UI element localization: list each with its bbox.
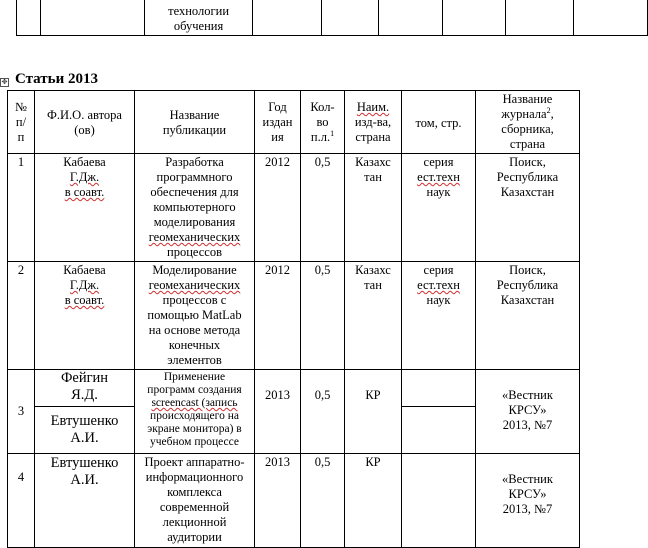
row-year: 2013 [255, 454, 301, 548]
header-num: № п/ п [8, 91, 35, 154]
header-author: Ф.И.О. автора (ов) [35, 91, 135, 154]
row-author: Кабаева Г.Дж. в соавт. [35, 262, 135, 370]
row-volume-pages [402, 370, 476, 454]
row-author: Кабаева Г.Дж. в соавт. [35, 154, 135, 262]
table-row [8, 154, 580, 262]
previous-cell-line: технологии [168, 4, 230, 18]
previous-table-cell [144, 0, 252, 36]
row-year: 2012 [255, 262, 301, 370]
header-volume-pages: том, стр. [402, 91, 476, 154]
row-journal: Поиск, Республика Казахстан [476, 262, 580, 370]
row-volume-pages [402, 454, 476, 548]
row-title: Моделирование геомеханических процессов с помощью MatLab на основе метода конечных элементов [135, 262, 255, 370]
row-title: Разработка программного обеспечения для компьютерного моделирования геомеханических процессов [135, 154, 255, 262]
header-publisher: Наим. изд-ва, страна [345, 91, 402, 154]
previous-table-fragment [16, 0, 648, 36]
previous-cell-line: обучения [173, 19, 224, 33]
table-move-handle-icon[interactable]: ✥ [1, 78, 8, 86]
header-title: Название публикации [135, 91, 255, 154]
row-num: 3 [8, 370, 35, 454]
row-year: 2013 [255, 370, 301, 454]
table-row [8, 454, 580, 548]
row-volume: 0,5 [301, 154, 345, 262]
row-journal: «Вестник КРСУ» 2013, №7 [476, 454, 580, 548]
row-volume-pages: серия ест.техн наук [402, 154, 476, 262]
header-year: Год издан ия [255, 91, 301, 154]
row-volume: 0,5 [301, 262, 345, 370]
header-journal: Название журнала$^2$, сборника, страна [476, 91, 580, 154]
table-row [8, 370, 580, 454]
row-title: Проект аппаратно- информационного комплекса современной лекционной аудитории [135, 454, 255, 548]
row-title: Применение программ создания screencast (запись происходящего на экране монитора) в учебном процессе [135, 370, 255, 454]
row-num: 2 [8, 262, 35, 370]
section-title: Статьи 2013 [15, 71, 98, 87]
row-publisher: КР [345, 454, 402, 548]
row-author-secondary: Евтушенко А.И. [35, 406, 134, 447]
row-author: Евтушенко А.И. [35, 454, 135, 548]
row-volume: 0,5 [301, 370, 345, 454]
row-volume: 0,5 [301, 454, 345, 548]
row-journal: Поиск, Республика Казахстан [476, 154, 580, 262]
header-volume: Кол- во п.л.$^1$ [301, 91, 345, 154]
row-publisher: Казахс тан [345, 154, 402, 262]
table-header-row [8, 91, 580, 154]
row-publisher: КР [345, 370, 402, 454]
row-num: 1 [8, 154, 35, 262]
row-num: 4 [8, 454, 35, 548]
row-author-primary: Фейгин Я.Д. [60, 370, 109, 403]
row-publisher: Казахс тан [345, 262, 402, 370]
table-row [8, 262, 580, 370]
articles-table [7, 90, 580, 548]
row-journal: «Вестник КРСУ» 2013, №7 [476, 370, 580, 454]
row-author [35, 370, 135, 454]
row-year: 2012 [255, 154, 301, 262]
row-volume-pages: серия ест.техн наук [402, 262, 476, 370]
